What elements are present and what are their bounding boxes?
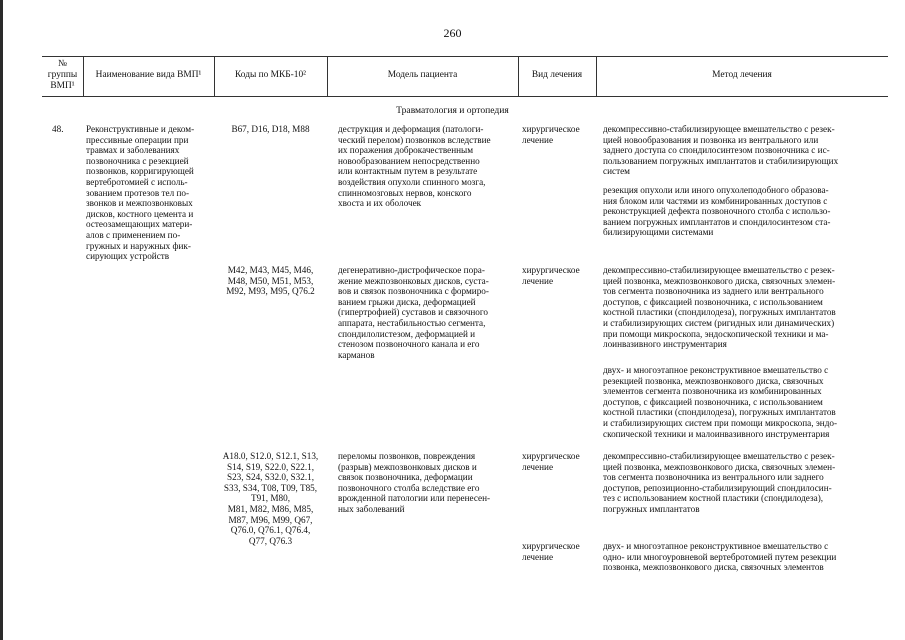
- icd-code-line: S14, S19, S22.0, S22.1,: [226, 461, 315, 472]
- group-number: 48.: [52, 124, 64, 134]
- vmp-name-line: алов с применением по-: [86, 230, 181, 240]
- treatment-method-line: и стабилизирующих систем при помощи микроскопа, эндо-: [603, 418, 838, 428]
- treatment-method-line: резекцией позвонка, межпозвонкового диска, связочных: [603, 375, 824, 386]
- vmp-name-line: сирующих устройств: [86, 251, 170, 262]
- scan-edge: [0, 0, 3, 640]
- vmp-name-line: позвоночника с резекцией: [86, 155, 189, 166]
- header-treatment-type: Вид лечения: [531, 70, 583, 80]
- vmp-name-line: позвонков, корригирующей: [86, 166, 194, 177]
- vmp-name-line: вертебротомией с исполь-: [86, 177, 188, 187]
- header-treatment-method: Метод лечения: [712, 70, 772, 80]
- patient-model-line: переломы позвонков, повреждения: [338, 451, 476, 461]
- vmp-name-line: травмах и заболеваниях: [86, 145, 180, 156]
- treatment-type-line: лечение: [522, 134, 554, 145]
- treatment-method-line: и стабилизирующих систем (ригидных или динамических): [603, 318, 835, 328]
- patient-model-line: карманов: [338, 349, 375, 360]
- patient-model-line: новообразованием непосредственно: [338, 155, 480, 166]
- treatment-method-line: одно- или многоуровневой вертебротомией путем резекции: [603, 551, 837, 562]
- treatment-method-line: пользованием погружных имплантатов и стабилизирующих: [603, 155, 839, 166]
- vmp-name-line: дисков, костного цемента и: [86, 208, 194, 219]
- treatment-method-line: ванием погружных имплантатов и спондилосинтезом ста-: [603, 216, 831, 227]
- patient-model-line: ных заболеваний: [338, 504, 405, 514]
- icd-code-line: S23, S24, S32.0, S32.1,: [226, 472, 315, 483]
- treatment-method-line: элементов сегмента позвоночника из комбинированных: [603, 386, 822, 397]
- treatment-method-line: погружных имплантатов: [603, 504, 700, 514]
- patient-model-line: деструкция и деформация (патологи-: [338, 124, 484, 134]
- header-group-number-line: группы: [47, 70, 78, 80]
- patient-model-line: спондилолистезом, деформацией и: [338, 328, 476, 339]
- treatment-method-line: билизирующими системами: [603, 227, 714, 238]
- treatment-method-line: лоинвазивного инструментария: [603, 339, 727, 350]
- vmp-name-line: звонков и межпозвонковых: [86, 198, 193, 209]
- icd-code-line: A18.0, S12.0, S12.1, S13,: [222, 451, 319, 461]
- treatment-method-line: ния блоком или частями из комбинированных доступов с: [603, 195, 828, 206]
- icd-code-line: T91, M80,: [250, 493, 291, 504]
- patient-model-line: воздействия опухоли спинного мозга,: [338, 177, 486, 187]
- patient-model-line: ванием грыжи диска, деформацией: [338, 296, 476, 307]
- patient-model-line: связок позвоночника, деформации: [338, 472, 473, 483]
- header-patient-model: Модель пациента: [387, 70, 458, 80]
- header-vmp-name: Наименование вида ВМП¹: [95, 70, 202, 80]
- treatment-method-line: двух- и многоэтапное реконструктивное вмешательство с: [603, 541, 829, 551]
- icd-code-line: Q77, Q76.3: [248, 535, 293, 546]
- vmp-name-line: прессивные операции при: [86, 134, 189, 145]
- header-group-number: [42, 56, 83, 95]
- treatment-type-line: хирургическое: [522, 541, 580, 551]
- treatment-method-line: позвонка, межпозвонкового диска, связочных элементов: [603, 562, 824, 573]
- treatment-type-line: лечение: [522, 551, 554, 562]
- patient-model-line: вов и связок позвоночника с формиро-: [338, 286, 489, 297]
- treatment-method-line: резекция опухоли или иного опухолеподобного образова-: [603, 185, 829, 195]
- treatment-method-line: декомпрессивно-стабилизирующее вмешательство с резек-: [603, 265, 835, 275]
- treatment-method-line: двух- и многоэтапное реконструктивное вмешательство с: [603, 365, 829, 375]
- treatment-method-line: костной пластики (спондилодеза), погружных имплантатов: [603, 307, 836, 318]
- patient-model-line: их поражения доброкачественным: [338, 145, 474, 156]
- treatment-type-line: хирургическое: [522, 265, 580, 275]
- icd-code-line: M87, M96, M99, Q67,: [228, 514, 313, 525]
- treatment-method-line: реконструкцией дефекта позвоночного столба с использо-: [603, 206, 831, 217]
- treatment-type-line: лечение: [522, 461, 554, 472]
- icd-code-line: S33, S34, T08, T09, T85,: [223, 482, 318, 493]
- icd-code-line: M81, M82, M86, M85,: [227, 504, 314, 514]
- treatment-method-line: костной пластики (спондилодеза), погружных имплантатов: [603, 407, 836, 418]
- treatment-method-line: цией новообразования и позвонка из вентрального или: [603, 134, 819, 145]
- treatment-method-line: декомпрессивно-стабилизирующее вмешательство с резек-: [603, 124, 835, 134]
- vmp-name-line: остеозамещающих матери-: [86, 219, 193, 230]
- patient-model-line: дегенеративно-дистрофическое пора-: [338, 265, 485, 275]
- vmp-name-line: Реконструктивные и деком-: [86, 124, 195, 134]
- vmp-name-line: зованием протезов тел по-: [86, 187, 190, 198]
- icd-code-line: M92, M93, M95, Q76.2: [226, 286, 315, 297]
- patient-model-line: (разрыв) межпозвонковых дисков и: [338, 461, 477, 472]
- treatment-method-line: цией позвонка, межпозвонкового диска, связочных элемен-: [603, 275, 836, 286]
- icd-code-line: M42, M43, M45, M46,: [227, 265, 314, 275]
- section-title: Травматология и ортопедия: [396, 105, 509, 116]
- header-icd-codes: Коды по МКБ-10²: [235, 70, 306, 80]
- treatment-method-line: систем: [603, 166, 630, 177]
- patient-model-line: ческий перелом) позвонков вследствие: [338, 134, 491, 145]
- patient-model-line: позвоночного столба вследствие его: [338, 482, 480, 493]
- patient-model-line: врожденной патологии или перенесен-: [338, 493, 491, 504]
- icd-code-line: M48, M50, M51, M53,: [227, 275, 314, 286]
- patient-model-line: или контактным путем в результате: [338, 166, 478, 177]
- treatment-method-line: заднего доступа со спондилосинтезом позвоночника с ис-: [603, 145, 830, 156]
- treatment-method-line: доступов, репозиционно-стабилизирующий спондилосин-: [603, 482, 832, 493]
- treatment-method-line: скопической техники и малоинвазивного инструментария: [603, 428, 830, 439]
- treatment-method-line: тез с использованием костной пластики (спондилодеза),: [603, 493, 824, 504]
- patient-model-line: хвоста и их оболочек: [338, 198, 422, 209]
- treatment-method-line: тов сегмента позвоночника из вентрального или заднего: [603, 472, 824, 483]
- patient-model-line: стенозом позвоночного канала и его: [338, 339, 480, 350]
- treatment-method-line: доступов, с фиксацией позвоночника, с использованием: [603, 296, 823, 307]
- vmp-name-line: гружных и наружных фик-: [86, 240, 191, 251]
- patient-model-line: (гипертрофией) суставов и связочного: [338, 307, 489, 318]
- patient-model-line: спинномозговых нервов, конского: [338, 187, 472, 198]
- header-group-number-line: №: [58, 59, 67, 69]
- treatment-method-line: декомпрессивно-стабилизирующее вмешательство с резек-: [603, 451, 835, 461]
- treatment-type-line: лечение: [522, 275, 554, 286]
- treatment-method-line: цией позвонка, межпозвонкового диска, связочных элемен-: [603, 461, 836, 472]
- icd-code-line: B67, D16, D18, M88: [231, 124, 310, 134]
- icd-code-line: Q76.0, Q76.1, Q76.4,: [230, 525, 311, 536]
- patient-model-line: жение межпозвонковых дисков, суста-: [338, 275, 489, 286]
- treatment-method-line: при помощи микроскопа, эндоскопической техники и ма-: [603, 328, 829, 339]
- treatment-method-line: доступов, с фиксацией позвоночника, с использованием: [603, 396, 823, 407]
- treatment-type-line: хирургическое: [522, 124, 580, 134]
- page-number: 260: [443, 26, 462, 40]
- patient-model-line: аппарата, нестабильностью сегмента,: [338, 318, 486, 328]
- header-group-number-line: ВМП¹: [50, 81, 75, 91]
- treatment-method-line: тов сегмента позвоночника из заднего или вентрального: [603, 286, 824, 297]
- treatment-type-line: хирургическое: [522, 451, 580, 461]
